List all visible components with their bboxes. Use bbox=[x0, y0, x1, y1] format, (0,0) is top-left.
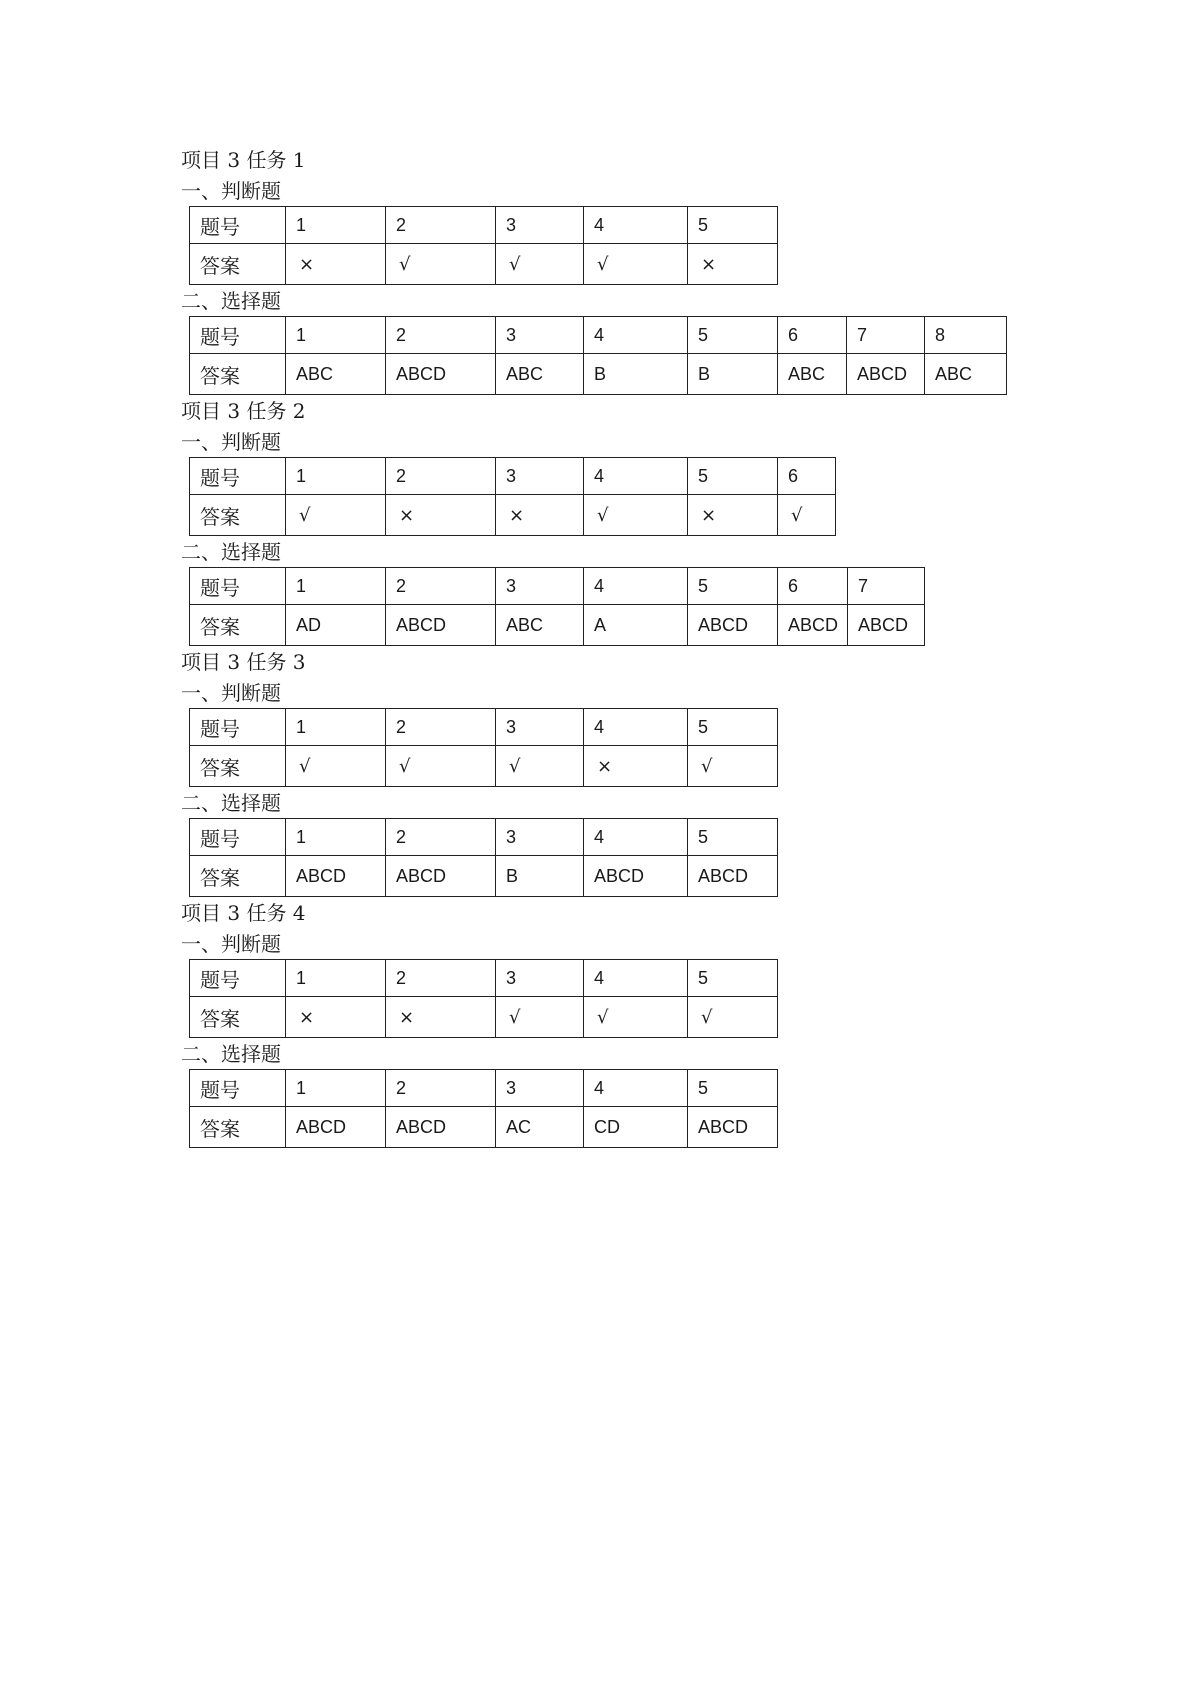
answer-cell: √ bbox=[386, 244, 496, 285]
answer-cell: × bbox=[584, 746, 688, 787]
answer-cell: √ bbox=[286, 495, 386, 536]
answer-row bbox=[190, 997, 778, 1038]
question-number: 8 bbox=[925, 317, 1007, 354]
question-number: 5 bbox=[688, 317, 778, 354]
judge-table-4 bbox=[189, 959, 778, 1038]
section-title-1: 项目 3 任务 1 bbox=[181, 148, 306, 172]
section-title-2: 项目 3 任务 2 bbox=[181, 399, 306, 423]
answer-cell: B bbox=[688, 354, 778, 395]
answer-cell: ABC bbox=[286, 354, 386, 395]
answer-cell: ABCD bbox=[386, 856, 496, 897]
answer-row bbox=[190, 605, 925, 646]
question-number: 4 bbox=[584, 1070, 688, 1107]
question-number: 6 bbox=[778, 317, 847, 354]
choice-title-2: 二、选择题 bbox=[181, 540, 281, 564]
answer-cell: B bbox=[584, 354, 688, 395]
row-label-answer: 答案 bbox=[190, 354, 286, 395]
answer-cell: ABCD bbox=[778, 605, 848, 646]
answer-cell: √ bbox=[584, 244, 688, 285]
answer-cell: ABC bbox=[496, 354, 584, 395]
choice-title-4: 二、选择题 bbox=[181, 1042, 281, 1066]
question-number: 3 bbox=[496, 819, 584, 856]
row-label-number: 题号 bbox=[190, 458, 286, 495]
question-number: 2 bbox=[386, 819, 496, 856]
question-number: 6 bbox=[778, 568, 848, 605]
answer-cell: √ bbox=[496, 244, 584, 285]
choice-title-3: 二、选择题 bbox=[181, 791, 281, 815]
question-number: 5 bbox=[688, 207, 778, 244]
question-number: 4 bbox=[584, 207, 688, 244]
answer-cell: √ bbox=[496, 746, 584, 787]
row-label-number: 题号 bbox=[190, 317, 286, 354]
question-number: 2 bbox=[386, 568, 496, 605]
answer-row bbox=[190, 244, 778, 285]
row-label-number: 题号 bbox=[190, 709, 286, 746]
answer-cell: × bbox=[688, 495, 778, 536]
answer-cell: √ bbox=[688, 997, 778, 1038]
judge-title-3: 一、判断题 bbox=[181, 681, 281, 705]
answer-cell: √ bbox=[688, 746, 778, 787]
question-number: 1 bbox=[286, 458, 386, 495]
answer-cell: AD bbox=[286, 605, 386, 646]
choice-table-4 bbox=[189, 1069, 778, 1148]
question-number: 4 bbox=[584, 458, 688, 495]
question-number: 3 bbox=[496, 317, 584, 354]
answer-cell: ABCD bbox=[286, 1107, 386, 1148]
answer-cell: × bbox=[386, 495, 496, 536]
question-number: 1 bbox=[286, 1070, 386, 1107]
question-number: 2 bbox=[386, 1070, 496, 1107]
answer-row bbox=[190, 354, 1007, 395]
question-number: 3 bbox=[496, 207, 584, 244]
row-label-number: 题号 bbox=[190, 207, 286, 244]
number-row bbox=[190, 317, 1007, 354]
number-row bbox=[190, 568, 925, 605]
judge-table-3 bbox=[189, 708, 778, 787]
answer-cell: ABCD bbox=[688, 856, 778, 897]
row-label-number: 题号 bbox=[190, 819, 286, 856]
section-title-4: 项目 3 任务 4 bbox=[181, 901, 306, 925]
judge-table-1 bbox=[189, 206, 778, 285]
answer-cell: √ bbox=[496, 997, 584, 1038]
answer-cell: × bbox=[286, 997, 386, 1038]
answer-cell: ABCD bbox=[688, 1107, 778, 1148]
question-number: 5 bbox=[688, 819, 778, 856]
answer-cell: ABC bbox=[925, 354, 1007, 395]
row-label-answer: 答案 bbox=[190, 997, 286, 1038]
row-label-number: 题号 bbox=[190, 568, 286, 605]
answer-cell: ABCD bbox=[386, 605, 496, 646]
answer-cell: √ bbox=[584, 495, 688, 536]
question-number: 2 bbox=[386, 960, 496, 997]
row-label-answer: 答案 bbox=[190, 1107, 286, 1148]
answer-cell: ABCD bbox=[386, 1107, 496, 1148]
row-label-answer: 答案 bbox=[190, 605, 286, 646]
answer-cell: × bbox=[386, 997, 496, 1038]
judge-title-4: 一、判断题 bbox=[181, 932, 281, 956]
question-number: 4 bbox=[584, 819, 688, 856]
answer-row bbox=[190, 1107, 778, 1148]
answer-cell: ABCD bbox=[584, 856, 688, 897]
row-label-answer: 答案 bbox=[190, 856, 286, 897]
question-number: 5 bbox=[688, 960, 778, 997]
question-number: 5 bbox=[688, 709, 778, 746]
question-number: 4 bbox=[584, 709, 688, 746]
number-row bbox=[190, 207, 778, 244]
row-label-answer: 答案 bbox=[190, 746, 286, 787]
answer-cell: × bbox=[688, 244, 778, 285]
question-number: 7 bbox=[847, 317, 925, 354]
choice-table-2 bbox=[189, 567, 925, 646]
answer-row bbox=[190, 495, 836, 536]
question-number: 4 bbox=[584, 317, 688, 354]
question-number: 2 bbox=[386, 317, 496, 354]
answer-cell: ABCD bbox=[847, 354, 925, 395]
row-label-number: 题号 bbox=[190, 960, 286, 997]
answer-cell: × bbox=[496, 495, 584, 536]
answer-cell: ABC bbox=[778, 354, 847, 395]
question-number: 3 bbox=[496, 568, 584, 605]
question-number: 4 bbox=[584, 960, 688, 997]
answer-cell: ABCD bbox=[688, 605, 778, 646]
number-row bbox=[190, 1070, 778, 1107]
answer-cell: CD bbox=[584, 1107, 688, 1148]
number-row bbox=[190, 960, 778, 997]
row-label-answer: 答案 bbox=[190, 495, 286, 536]
answer-cell: √ bbox=[286, 746, 386, 787]
number-row bbox=[190, 819, 778, 856]
judge-title-1: 一、判断题 bbox=[181, 179, 281, 203]
answer-cell: √ bbox=[778, 495, 836, 536]
row-label-number: 题号 bbox=[190, 1070, 286, 1107]
answer-cell: ABCD bbox=[848, 605, 925, 646]
answer-row bbox=[190, 856, 778, 897]
question-number: 1 bbox=[286, 960, 386, 997]
number-row bbox=[190, 709, 778, 746]
answer-cell: A bbox=[584, 605, 688, 646]
row-label-answer: 答案 bbox=[190, 244, 286, 285]
answer-cell: √ bbox=[386, 746, 496, 787]
question-number: 6 bbox=[778, 458, 836, 495]
question-number: 1 bbox=[286, 568, 386, 605]
choice-table-3 bbox=[189, 818, 778, 897]
answer-cell: ABCD bbox=[286, 856, 386, 897]
question-number: 2 bbox=[386, 458, 496, 495]
number-row bbox=[190, 458, 836, 495]
question-number: 3 bbox=[496, 709, 584, 746]
question-number: 3 bbox=[496, 960, 584, 997]
question-number: 1 bbox=[286, 317, 386, 354]
judge-title-2: 一、判断题 bbox=[181, 430, 281, 454]
question-number: 5 bbox=[688, 1070, 778, 1107]
choice-table-1 bbox=[189, 316, 1007, 395]
answer-row bbox=[190, 746, 778, 787]
question-number: 2 bbox=[386, 709, 496, 746]
answer-cell: ABCD bbox=[386, 354, 496, 395]
judge-table-2 bbox=[189, 457, 836, 536]
answer-cell: √ bbox=[584, 997, 688, 1038]
question-number: 7 bbox=[848, 568, 925, 605]
answer-cell: AC bbox=[496, 1107, 584, 1148]
question-number: 1 bbox=[286, 207, 386, 244]
answer-cell: B bbox=[496, 856, 584, 897]
question-number: 5 bbox=[688, 568, 778, 605]
question-number: 1 bbox=[286, 819, 386, 856]
question-number: 3 bbox=[496, 1070, 584, 1107]
choice-title-1: 二、选择题 bbox=[181, 289, 281, 313]
question-number: 1 bbox=[286, 709, 386, 746]
question-number: 5 bbox=[688, 458, 778, 495]
question-number: 3 bbox=[496, 458, 584, 495]
question-number: 2 bbox=[386, 207, 496, 244]
section-title-3: 项目 3 任务 3 bbox=[181, 650, 306, 674]
answer-cell: × bbox=[286, 244, 386, 285]
answer-cell: ABC bbox=[496, 605, 584, 646]
question-number: 4 bbox=[584, 568, 688, 605]
